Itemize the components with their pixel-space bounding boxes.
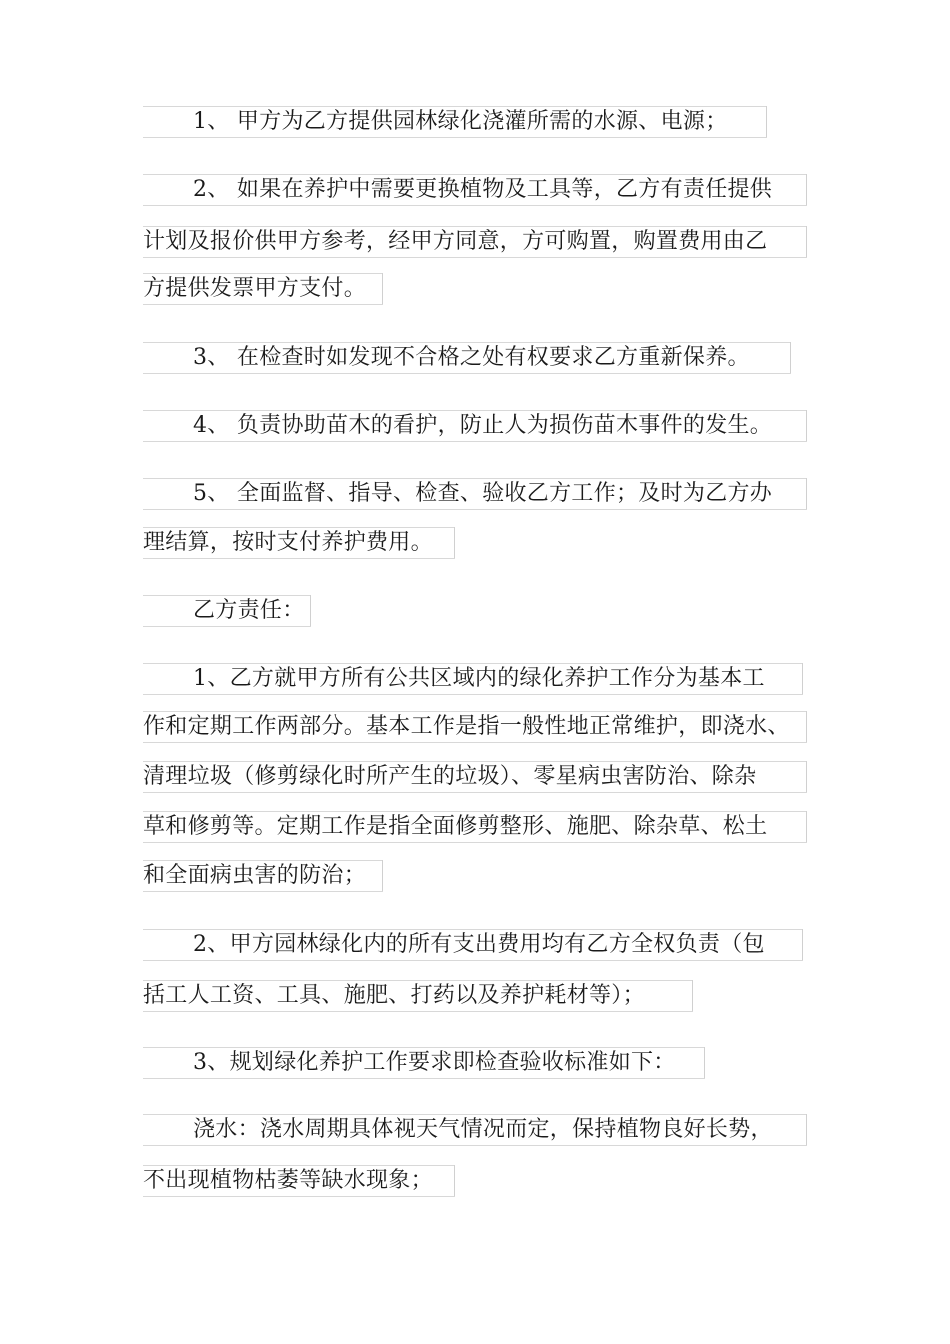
party-b-item-3-line-1: 3、规划绿化养护工作要求即检查验收标准如下： (143, 1047, 705, 1079)
paragraph-3-line-1: 3、 在检查时如发现不合格之处有权要求乙方重新保养。 (143, 342, 791, 374)
watering-line-1: 浇水：浇水周期具体视天气情况而定，保持植物良好长势， (143, 1114, 807, 1146)
paragraph-2-line-1: 2、 如果在养护中需要更换植物及工具等，乙方有责任提供 (143, 174, 807, 206)
party-b-item-1-line-3: 清理垃圾（修剪绿化时所产生的垃圾）、零星病虫害防治、除杂 (143, 761, 807, 793)
party-b-item-2-line-2: 括工人工资、工具、施肥、打药以及养护耗材等）； (143, 980, 693, 1012)
section-heading-party-b: 乙方责任： (143, 595, 311, 627)
party-b-item-1-line-4: 草和修剪等。定期工作是指全面修剪整形、施肥、除杂草、松土 (143, 811, 807, 843)
paragraph-4-line-1: 4、 负责协助苗木的看护，防止人为损伤苗木事件的发生。 (143, 410, 807, 442)
party-b-item-2-line-1: 2、甲方园林绿化内的所有支出费用均有乙方全权负责（包 (143, 929, 803, 961)
watering-line-2: 不出现植物枯萎等缺水现象； (143, 1165, 455, 1197)
paragraph-5-line-2: 理结算，按时支付养护费用。 (143, 527, 455, 559)
paragraph-2-line-3: 方提供发票甲方支付。 (143, 273, 383, 305)
paragraph-2-line-2: 计划及报价供甲方参考，经甲方同意，方可购置，购置费用由乙 (143, 226, 807, 258)
party-b-item-1-line-5: 和全面病虫害的防治； (143, 860, 383, 892)
party-b-item-1-line-2: 作和定期工作两部分。基本工作是指一般性地正常维护，即浇水、 (143, 711, 807, 743)
paragraph-1-line-1: 1、 甲方为乙方提供园林绿化浇灌所需的水源、电源； (143, 106, 767, 138)
party-b-item-1-line-1: 1、乙方就甲方所有公共区域内的绿化养护工作分为基本工 (143, 663, 803, 695)
paragraph-5-line-1: 5、 全面监督、指导、检查、验收乙方工作；及时为乙方办 (143, 478, 807, 510)
